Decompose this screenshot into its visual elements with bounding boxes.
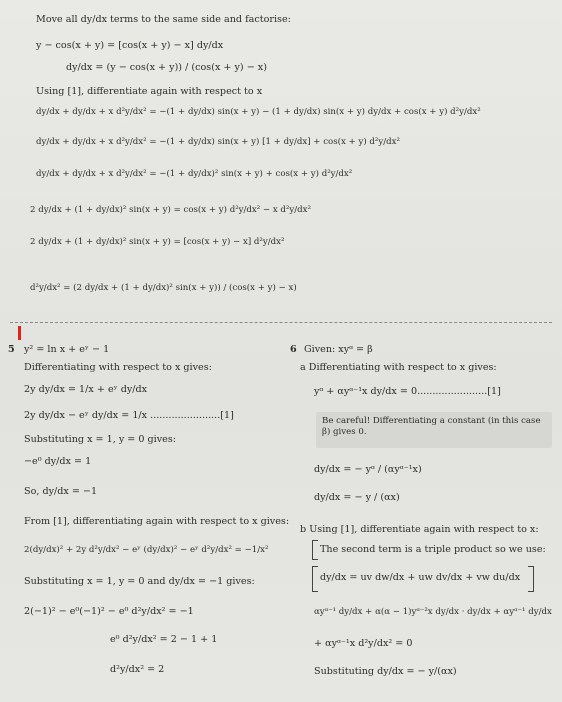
q5-line-2: Differentiating with respect to x gives: xyxy=(24,362,212,373)
section-divider xyxy=(10,322,552,323)
upper-line-1: Move all dy/dx terms to the same side and factorise: xyxy=(36,14,291,25)
upper-line-9: 2 dy/dx + (1 + dy/dx)² sin(x + y) = [cos(x + y) − x] d²y/dx² xyxy=(30,237,285,247)
upper-line-6: dy/dx + dy/dx + x d²y/dx² = −(1 + dy/dx) sin(x + y) [1 + dy/dx] + cos(x + y) d²y/dx² xyxy=(36,137,400,147)
upper-line-10: d²y/dx² = (2 dy/dx + (1 + dy/dx)² sin(x + y)) / (cos(x + y) − x) xyxy=(30,283,297,293)
q6-b-line-3: + αyᵅ⁻¹x d²y/dx² = 0 xyxy=(314,638,413,649)
careful-note-text: Be careful! Differentiating a constant (in this case β) gives 0. xyxy=(322,416,541,437)
q6-a-line-2: dy/dx = − yᵅ / (αyᵅ⁻¹x) xyxy=(314,464,422,475)
q6-a-line-3: dy/dx = − y / (αx) xyxy=(314,492,400,503)
upper-line-2: y − cos(x + y) = [cos(x + y) − x] dy/dx xyxy=(36,40,224,51)
q6-part-a: a Differentiating with respect to x gives: xyxy=(300,362,497,373)
q6-b-note: The second term is a triple product so we use: xyxy=(320,544,546,555)
q6-number: 6 xyxy=(290,344,297,355)
q5-line-9: 2(dy/dx)² + 2y d²y/dx² − eʸ (dy/dx)² − eʸ d²y/dx² = −1/x² xyxy=(24,545,269,555)
q5-line-4: 2y dy/dx − eʸ dy/dx = 1/x .......................[1] xyxy=(24,410,234,421)
q5-line-7: So, dy/dx = −1 xyxy=(24,486,98,497)
upper-line-7: dy/dx + dy/dx + x d²y/dx² = −(1 + dy/dx)² sin(x + y) + cos(x + y) d²y/dx² xyxy=(36,169,353,179)
red-margin-marker xyxy=(18,326,21,340)
q5-line-8: From [1], differentiating again with respect to x gives: xyxy=(24,516,290,527)
q6-a-line-1: yᵅ + αyᵅ⁻¹x dy/dx = 0.......................[1] xyxy=(314,386,501,397)
q5-line-10: Substituting x = 1, y = 0 and dy/dx = −1 gives: xyxy=(24,576,255,587)
q6-given: Given: xyᵅ = β xyxy=(304,344,373,355)
upper-line-3: dy/dx = (y − cos(x + y)) / (cos(x + y) − x) xyxy=(66,62,267,73)
careful-note-box xyxy=(316,412,552,448)
q5-line-1: y² = ln x + eʸ − 1 xyxy=(24,344,110,355)
q5-line-13: d²y/dx² = 2 xyxy=(110,664,165,675)
formula-bracket-left xyxy=(312,566,318,592)
upper-line-4: Using [1], differentiate again with respect to x xyxy=(36,86,263,97)
q6-b-line-2: αyᵅ⁻¹ dy/dx + α(α − 1)yᵅ⁻²x dy/dx · dy/dx + αyᵅ⁻¹ dy/dx xyxy=(314,607,552,617)
q5-line-5: Substituting x = 1, y = 0 gives: xyxy=(24,434,176,445)
q5-number: 5 xyxy=(8,344,15,355)
b-note-bracket-left xyxy=(312,540,318,560)
q6-b-line-4: Substituting dy/dx = − y/(αx) xyxy=(314,666,457,677)
q5-line-11: 2(−1)² − e⁰(−1)² − e⁰ d²y/dx² = −1 xyxy=(24,606,194,617)
q6-b-line-1: dy/dx = uv dw/dx + uw dv/dx + vw du/dx xyxy=(320,572,521,583)
q5-line-3: 2y dy/dx = 1/x + eʸ dy/dx xyxy=(24,384,148,395)
upper-line-5: dy/dx + dy/dx + x d²y/dx² = −(1 + dy/dx) sin(x + y) − (1 + dy/dx) sin(x + y) dy/dx + cos(x + y) d²y/dx² xyxy=(36,107,481,117)
q6-part-b: b Using [1], differentiate again with respect to x: xyxy=(300,524,539,535)
upper-line-8: 2 dy/dx + (1 + dy/dx)² sin(x + y) = cos(x + y) d²y/dx² − x d²y/dx² xyxy=(30,205,311,215)
q5-line-6: −e⁰ dy/dx = 1 xyxy=(24,456,92,467)
q5-line-12: e⁰ d²y/dx² = 2 − 1 + 1 xyxy=(110,634,218,645)
formula-bracket-right xyxy=(528,566,534,592)
